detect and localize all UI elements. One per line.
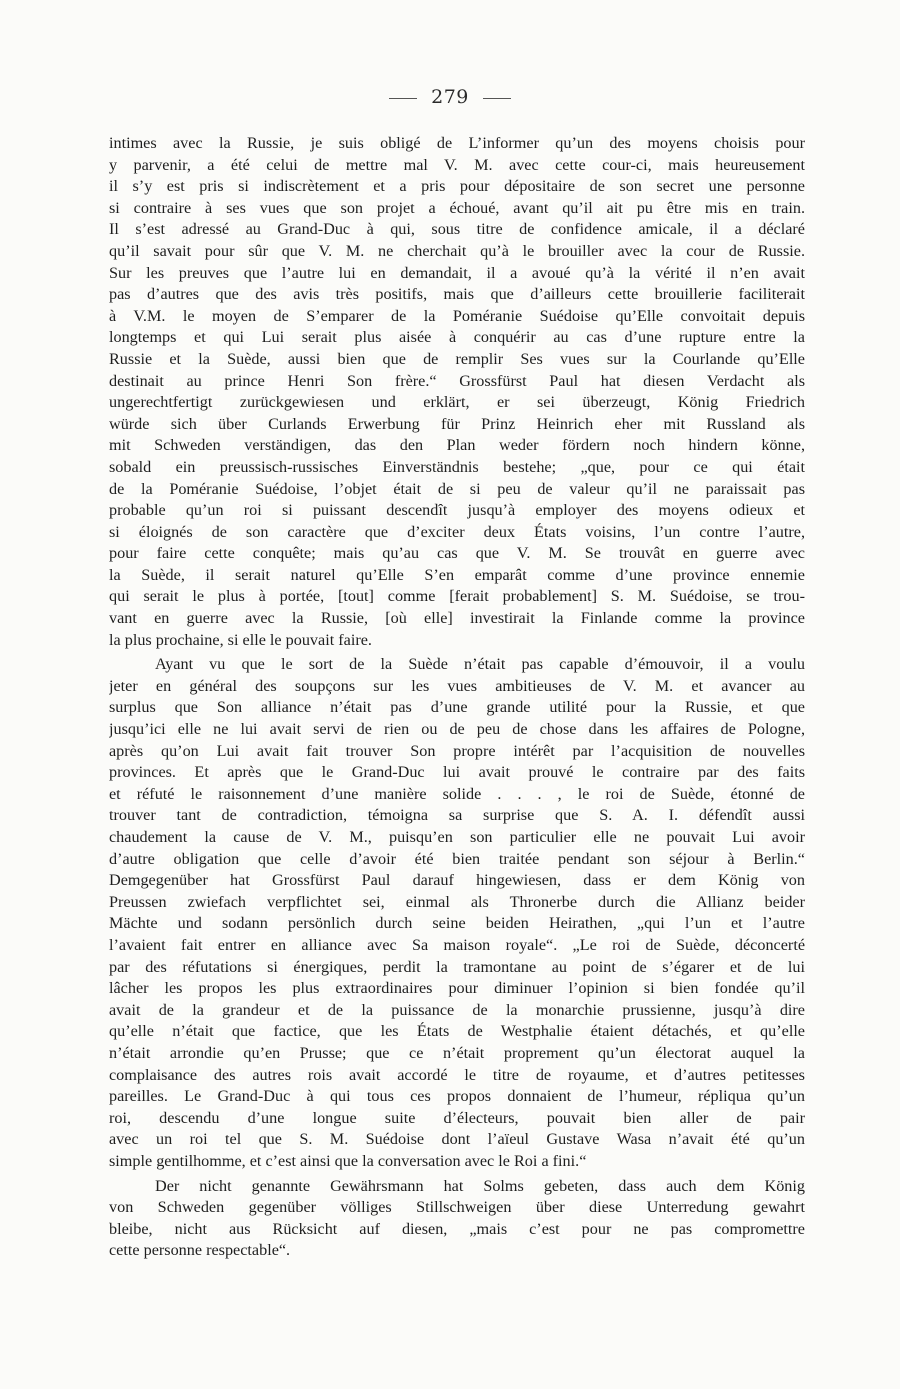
text-line: Russie et la Suède, aussi bien que de remplir Ses vues sur la Courlande qu’Elle (109, 349, 805, 368)
text-line: roi, descendu d’une longue suite d’électeurs, pouvait bien aller de pair (109, 1108, 805, 1127)
text-line: y parvenir, a été celui de mettre mal V. M. avec cette cour-ci, mais heureusement (109, 155, 805, 174)
header-rule-left (389, 98, 417, 99)
text-line: probable qu’un roi si puissant descendît jusqu’à employer des moyens odieux et (109, 501, 805, 520)
text-line: il s’y est pris si indiscrètement et a pris pour dépositaire de son secret une personne (109, 177, 805, 196)
header-rule-right (483, 98, 511, 99)
text-line: chaudement la cause de V. M., puisqu’en son particulier elle ne pouvait Lui avoir (109, 828, 805, 846)
text-line: qui serait le plus à portée, [tout] comme [ferait probablement] S. M. Suédoise, se trou- (109, 587, 805, 606)
text-line: von Schweden gegenüber völliges Stillschweigen über diese Unterredung gewahrt (109, 1198, 805, 1217)
text-line: Preussen zwiefach verpflichtet sei, einmal als Thronerbe durch die Allianz beider (109, 892, 805, 911)
text-line: si contraire à ses vues que son projet a échoué, avant qu’il ait pu être mis en train. (109, 198, 805, 217)
paragraph (109, 1176, 805, 1262)
text-line: bleibe, nicht aus Rücksicht auf diesen, „mais c’est pour ne pas compromettre (109, 1219, 805, 1238)
page-number: 279 (431, 86, 469, 108)
text-line: trouver tant de contradiction, témoigna sa surprise que S. A. I. défendît aussi (109, 806, 805, 825)
text-line: pour faire cette conquête; mais qu’au cas que V. M. Se trouvât en guerre avec (109, 544, 805, 563)
text-line: à V.M. le moyen de S’emparer de la Poméranie Suédoise qu’Elle convoitait depuis (109, 306, 805, 325)
text-line: destinait au prince Henri Son frère.“ Grossfürst Paul hat diesen Verdacht als (109, 371, 805, 390)
page-header (0, 86, 900, 108)
text-line: pas d’autres que des avis très positifs, mais que d’ailleurs cette brouillerie faciliterait (109, 285, 805, 304)
text-line: provinces. Et après que le Grand-Duc lui avait prouvé le contraire par des faits (109, 763, 805, 782)
text-line: mit Schweden verständigen, das den Plan weder fördern noch hindern könne, (109, 436, 805, 455)
text-line: Sur les preuves que l’autre lui en demandait, il a avoué qu’à la vérité il n’en avait (109, 263, 805, 282)
text-line: pareilles. Le Grand-Duc à qui tous ces propos donnaient de l’humeur, répliqua qu’un (109, 1087, 805, 1106)
text-line: complaisance des autres rois avait accordé le titre de royaume, et d’autres petitesses (109, 1065, 805, 1084)
text-line: après qu’on Lui avait fait trouver Son propre intérêt par l’acquisition de nouvelles (109, 741, 805, 760)
text-line: n’était arrondie qu’en Prusse; que ce n’était proprement qu’un électorat auquel la (109, 1043, 805, 1062)
text-line: Mächte und sodann persönlich durch seine beiden Heirathen, „qui l’un et l’autre (109, 914, 805, 933)
text-line: avec un roi tel que S. M. Suédoise dont l’aïeul Gustave Wasa n’avait été qu’un (109, 1130, 805, 1149)
text-line: simple gentilhomme, et c’est ainsi que la conversation avec le Roi a fini.“ (109, 1151, 587, 1170)
text-line: Demgegenüber hat Grossfürst Paul darauf hingewiesen, dass er dem König von (109, 871, 805, 890)
paragraph (109, 133, 805, 651)
text-line: la plus prochaine, si elle le pouvait faire. (109, 630, 372, 649)
text-line: jeter en général des soupçons sur les vues ambitieuses de V. M. et avancer au (109, 676, 805, 695)
text-line: jusqu’ici elle ne lui avait servi de rien ou de peu de chose dans les affaires de Pologne, (109, 720, 805, 739)
text-line: lâcher les propos les plus extraordinaires pour diminuer l’opinion si bien fondée qu’il (109, 979, 805, 998)
text-line: avait de la grandeur et de la puissance de la monarchie prussienne, jusqu’à dire (109, 1000, 805, 1019)
text-line: ungerechtfertigt zurückgewiesen und erklärt, er sei überzeugt, König Friedrich (109, 393, 805, 412)
text-line: intimes avec la Russie, je suis obligé de L’informer qu’un des moyens choisis pour (109, 134, 805, 152)
text-line: par des réfutations si énergiques, perdit la tramontane au point de s’égarer et de lui (109, 957, 805, 976)
text-line: cette personne respectable“. (109, 1241, 291, 1260)
text-line: würde sich über Curlands Erwerbung für Prinz Heinrich eher mit Russland als (109, 414, 805, 433)
text-line: qu’elle n’était que factice, que les États de Westphalie étaient détachés, et qu’elle (109, 1022, 805, 1041)
text-line: sobald ein preussisch-russisches Einverständnis bestehe; „que, pour ce qui était (109, 457, 805, 476)
paragraph (109, 654, 805, 1172)
text-line: si éloignés de son caractère que d’exciter deux États voisins, l’un contre l’autre, (109, 522, 805, 541)
text-line: la Suède, il serait naturel qu’Elle S’en emparât comme d’une province ennemie (109, 565, 805, 584)
text-line: d’autre obligation que celle d’avoir été bien traitée pendant son séjour à Berlin.“ (109, 849, 805, 868)
text-line: et réfuté le raisonnement d’une manière solide . . . , le roi de Suède, étonné de (109, 784, 805, 803)
text-line: surplus que Son alliance n’était pas d’une grande utilité pour la Russie, et que (109, 698, 805, 717)
text-line: qu’il savait pour sûr que V. M. ne cherchait qu’à le brouiller avec la cour de Russie. (109, 241, 805, 260)
text-line: Der nicht genannte Gewährsmann hat Solms gebeten, dass auch dem König (155, 1176, 805, 1195)
text-line: vant en guerre avec la Russie, [où elle] investirait la Finlande comme la province (109, 609, 805, 628)
text-line: l’avaient fait entrer en alliance avec Sa maison royale“. „Le roi de Suède, déconcerté (109, 935, 805, 954)
text-line: Il s’est adressé au Grand-Duc à qui, sous titre de confidence amicale, il a déclaré (109, 220, 805, 239)
body-text (109, 133, 805, 1262)
text-line: longtemps et qui Lui serait plus aisée à conquérir au cas d’une rupture entre la (109, 328, 805, 347)
text-line: Ayant vu que le sort de la Suède n’était pas capable d’émouvoir, il a voulu (155, 655, 805, 674)
text-line: de la Poméranie Suédoise, l’objet était de si peu de valeur qu’il ne paraissait pas (109, 479, 805, 498)
